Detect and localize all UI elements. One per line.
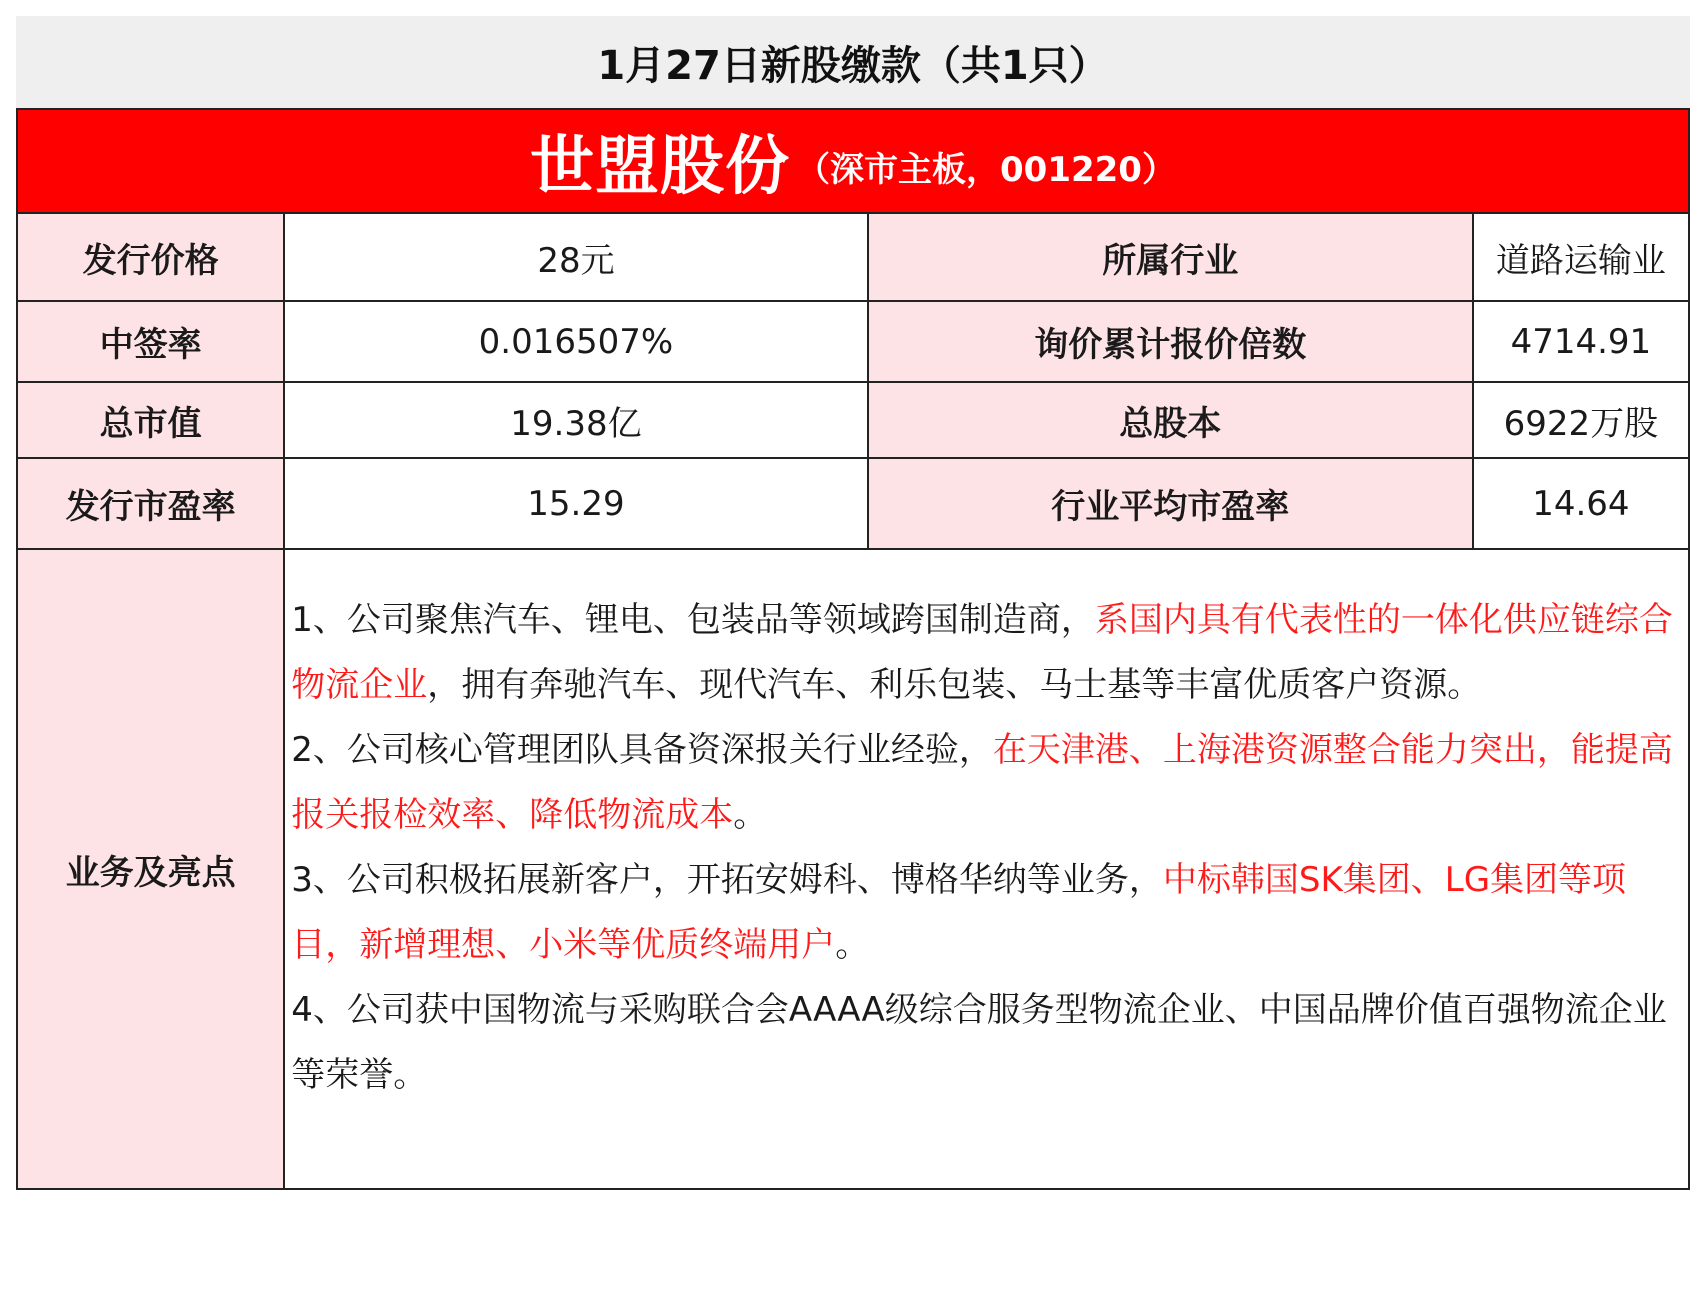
winning-rate-value: 0.016507% bbox=[284, 301, 867, 382]
market-cap-value: 19.38亿 bbox=[284, 382, 867, 458]
paragraph-highlight: 系国内具有代表性的一体化供应链综合物流企业 bbox=[291, 600, 1673, 705]
ipo-info-table bbox=[16, 212, 1690, 1190]
issue-price-label: 发行价格 bbox=[17, 213, 284, 301]
business-highlights-content bbox=[284, 549, 1689, 1189]
paragraph-highlight: 在天津港、上海港资源整合能力突出，能提高报关报检效率、降低物流成本 bbox=[291, 730, 1673, 835]
total-shares-value: 6922万股 bbox=[1473, 382, 1689, 458]
issue-pe-value: 15.29 bbox=[284, 458, 867, 549]
industry-label: 所属行业 bbox=[868, 213, 1473, 301]
business-highlights-label: 业务及亮点 bbox=[17, 549, 284, 1189]
sheet-title-text: 1月27日新股缴款（共1只） bbox=[597, 42, 1109, 89]
paragraph-highlight: 中标韩国SK集团、LG集团等项目，新增理想、小米等优质终端用户 bbox=[291, 860, 1627, 965]
paragraph-text: 3、公司积极拓展新客户，开拓安姆科、博格华纳等业务， bbox=[291, 860, 1163, 900]
highlight-paragraph bbox=[291, 588, 1680, 718]
highlight-paragraph bbox=[291, 718, 1680, 848]
paragraph-text: 。 bbox=[733, 795, 768, 835]
company-market-code: （深市主板，001220） bbox=[796, 149, 1176, 190]
ipo-info-sheet bbox=[16, 16, 1690, 1190]
industry-avg-pe-value: 14.64 bbox=[1473, 458, 1689, 549]
paragraph-text: 4、公司获中国物流与采购联合会AAAA级综合服务型物流企业、中国品牌价值百强物流企业等荣誉。 bbox=[291, 990, 1667, 1095]
issue-price-value: 28元 bbox=[284, 213, 867, 301]
table-row bbox=[17, 301, 1689, 382]
paragraph-text: 1、公司聚焦汽车、锂电、包装品等领域跨国制造商， bbox=[291, 600, 1095, 640]
industry-value: 道路运输业 bbox=[1473, 213, 1689, 301]
highlight-paragraph bbox=[291, 978, 1680, 1108]
paragraph-text: 2、公司核心管理团队具备资深报关行业经验， bbox=[291, 730, 993, 770]
company-name: 世盟股份 bbox=[530, 130, 791, 204]
highlight-paragraph bbox=[291, 848, 1680, 978]
paragraph-text: 。 bbox=[835, 925, 870, 965]
winning-rate-label: 中签率 bbox=[17, 301, 284, 382]
total-shares-label: 总股本 bbox=[868, 382, 1473, 458]
market-cap-label: 总市值 bbox=[17, 382, 284, 458]
subscription-multiple-value: 4714.91 bbox=[1473, 301, 1689, 382]
table-row bbox=[17, 382, 1689, 458]
company-banner bbox=[16, 108, 1690, 212]
table-row bbox=[17, 213, 1689, 301]
subscription-multiple-label: 询价累计报价倍数 bbox=[868, 301, 1473, 382]
table-row bbox=[17, 549, 1689, 1189]
paragraph-text: ，拥有奔驰汽车、现代汽车、利乐包装、马士基等丰富优质客户资源。 bbox=[427, 665, 1482, 705]
sheet-title bbox=[16, 16, 1690, 108]
industry-avg-pe-label: 行业平均市盈率 bbox=[868, 458, 1473, 549]
table-row bbox=[17, 458, 1689, 549]
issue-pe-label: 发行市盈率 bbox=[17, 458, 284, 549]
